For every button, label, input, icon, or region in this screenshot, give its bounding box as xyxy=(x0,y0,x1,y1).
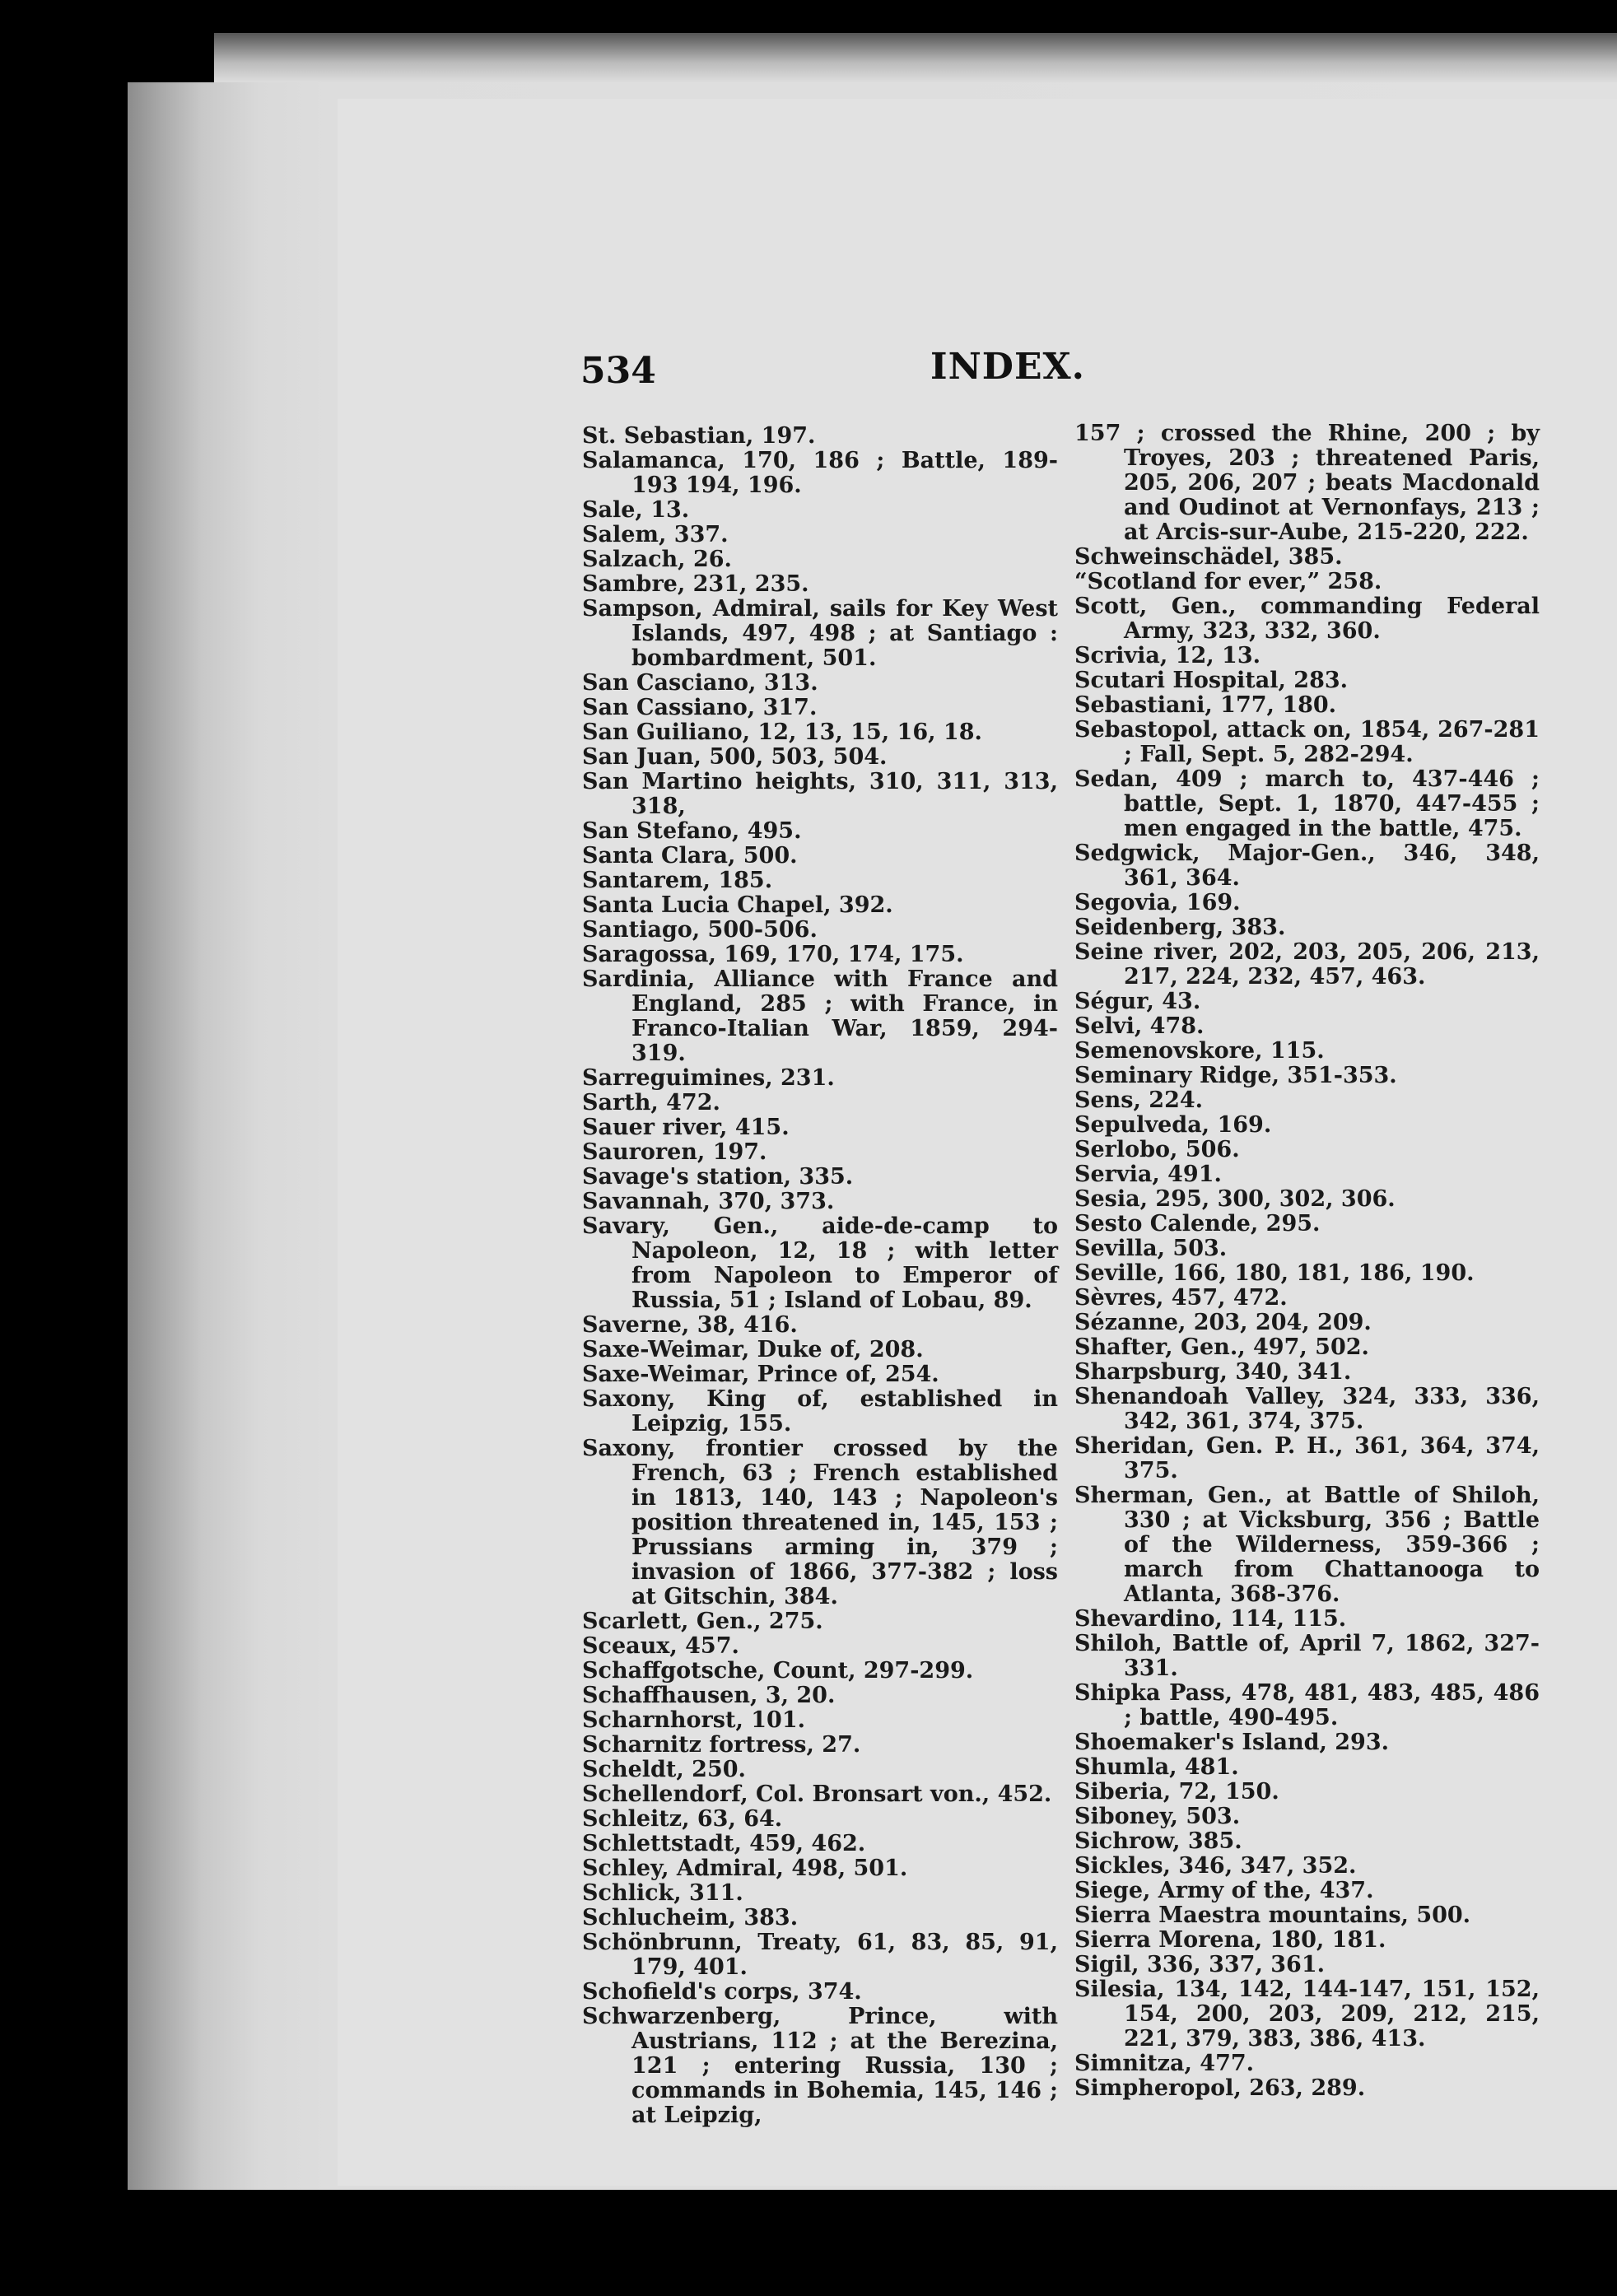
index-entry: Sambre, 231, 235. xyxy=(582,571,809,597)
page-number: 534 xyxy=(580,350,656,392)
index-entry: Scharnitz fortress, 27. xyxy=(582,1732,861,1758)
index-entry: Siboney, 503. xyxy=(1074,1804,1241,1829)
index-entry: Shiloh, Battle of, April 7, 1862, 327-331. xyxy=(1074,1631,1540,1681)
index-entry: Shipka Pass, 478, 481, 483, 485, 486 ; battle, 490-495. xyxy=(1074,1680,1540,1730)
index-entry: Simpheropol, 263, 289. xyxy=(1074,2075,1366,2101)
index-entry: Sauer river, 415. xyxy=(582,1115,790,1140)
index-entry: Sesto Calende, 295. xyxy=(1074,1211,1321,1236)
index-entry: Shenandoah Valley, 324, 333, 336, 342, 361, 374, 375. xyxy=(1074,1384,1540,1434)
index-entry: Serlobo, 506. xyxy=(1074,1137,1240,1162)
index-entry: Sierra Maestra mountains, 500. xyxy=(1074,1902,1471,1928)
index-entry: Segovia, 169. xyxy=(1074,890,1241,915)
index-entry: San Stefano, 495. xyxy=(582,818,802,844)
index-column-right xyxy=(1074,421,1540,2101)
index-entry: Schönbrunn, Treaty, 61, 83, 85, 91, 179, 401. xyxy=(582,1930,1058,1980)
index-entry: Schley, Admiral, 498, 501. xyxy=(582,1856,908,1881)
index-entry: Savage's station, 335. xyxy=(582,1164,854,1190)
index-entry: Schellendorf, Col. Bronsart von., 452. xyxy=(582,1781,1052,1807)
index-entry: Saragossa, 169, 170, 174, 175. xyxy=(582,942,964,967)
index-entry: Saxony, King of, established in Leipzig, 155. xyxy=(582,1386,1058,1437)
index-entry: Schofield's corps, 374. xyxy=(582,1979,862,2005)
index-entry: Sale, 13. xyxy=(582,497,690,523)
index-entry: Sceaux, 457. xyxy=(582,1633,739,1659)
index-entry: Salamanca, 170, 186 ; Battle, 189-193 194, 196. xyxy=(582,448,1058,498)
index-entry: Saverne, 38, 416. xyxy=(582,1312,798,1338)
index-entry: Sepulveda, 169. xyxy=(1074,1112,1272,1138)
index-entry: Schleitz, 63, 64. xyxy=(582,1806,783,1832)
index-entry: Sarth, 472. xyxy=(582,1090,720,1115)
index-entry: Sharpsburg, 340, 341. xyxy=(1074,1359,1352,1385)
index-entry: Santa Lucia Chapel, 392. xyxy=(582,892,893,918)
index-entry: Sézanne, 203, 204, 209. xyxy=(1074,1310,1372,1335)
index-entry: Sauroren, 197. xyxy=(582,1139,767,1165)
index-entry: Sevilla, 503. xyxy=(1074,1236,1228,1261)
index-entry: Scharnhorst, 101. xyxy=(582,1707,806,1733)
index-entry: Santiago, 500-506. xyxy=(582,917,818,943)
index-entry: St. Sebastian, 197. xyxy=(582,423,816,449)
index-entry: Saxony, frontier crossed by the French, 63 ; French established in 1813, 140, 143 ; Napoleon's position threatened in, 145, 153 ; Prussians arming in, 379 ; invasion of 1866, 377-382 ; loss at Gitschin, 384. xyxy=(582,1436,1058,1609)
index-entry: Sèvres, 457, 472. xyxy=(1074,1285,1288,1311)
index-entry: Sheridan, Gen. P. H., 361, 364, 374, 375. xyxy=(1074,1433,1540,1483)
index-entry: Salzach, 26. xyxy=(582,547,732,572)
index-entry: Scarlett, Gen., 275. xyxy=(582,1609,823,1634)
index-entry: Shafter, Gen., 497, 502. xyxy=(1074,1334,1369,1360)
index-entry: San Martino heights, 310, 311, 313, 318, xyxy=(582,769,1058,819)
index-entry: Seine river, 202, 203, 205, 206, 213, 217, 224, 232, 457, 463. xyxy=(1074,939,1540,990)
index-entry: Seidenberg, 383. xyxy=(1074,915,1286,940)
index-entry: Sesia, 295, 300, 302, 306. xyxy=(1074,1186,1396,1212)
index-entry: 157 ; crossed the Rhine, 200 ; by Troyes, 203 ; threatened Paris, 205, 206, 207 ; beats Macdonald and Oudinot at Vernonfays, 213 ; at Arcis-sur-Aube, 215-220, 222. xyxy=(1074,421,1540,545)
index-entry: Schaffhausen, 3, 20. xyxy=(582,1683,836,1708)
index-entry: San Cassiano, 317. xyxy=(582,695,818,720)
index-entry: Sedan, 409 ; march to, 437-446 ; battle, Sept. 1, 1870, 447-455 ; men engaged in the battle, 475. xyxy=(1074,766,1540,841)
index-entry: Schaffgotsche, Count, 297-299. xyxy=(582,1658,974,1684)
index-entry: Savannah, 370, 373. xyxy=(582,1189,835,1214)
index-entry: Sebastopol, attack on, 1854, 267-281 ; Fall, Sept. 5, 282-294. xyxy=(1074,717,1540,767)
index-entry: Scott, Gen., commanding Federal Army, 323, 332, 360. xyxy=(1074,594,1540,644)
index-entry: Sherman, Gen., at Battle of Shiloh, 330 ; at Vicksburg, 356 ; Battle of the Wilderness, 359-366 ; march from Chattanooga to Atlanta, 368-376. xyxy=(1074,1483,1540,1607)
index-entry: Sichrow, 385. xyxy=(1074,1828,1242,1854)
index-entry: Sarreguimines, 231. xyxy=(582,1065,835,1091)
index-entry: Santarem, 185. xyxy=(582,868,773,893)
index-entry: Shevardino, 114, 115. xyxy=(1074,1606,1347,1632)
index-entry: Santa Clara, 500. xyxy=(582,843,798,869)
index-entry: Sierra Morena, 180, 181. xyxy=(1074,1927,1386,1953)
index-entry: San Casciano, 313. xyxy=(582,670,818,696)
index-entry: Siege, Army of the, 437. xyxy=(1074,1878,1374,1903)
page-top-shadow xyxy=(214,33,1617,82)
index-entry: Shumla, 481. xyxy=(1074,1754,1239,1780)
index-entry: Scheldt, 250. xyxy=(582,1757,746,1782)
index-entry: Savary, Gen., aide-de-camp to Napoleon, 12, 18 ; with letter from Napoleon to Emperor of Russia, 51 ; Island of Lobau, 89. xyxy=(582,1213,1058,1313)
index-entry: Silesia, 134, 142, 144-147, 151, 152, 154, 200, 203, 209, 212, 215, 221, 379, 383, 386, 413. xyxy=(1074,1977,1540,2051)
index-entry: Sardinia, Alliance with France and England, 285 ; with France, in Franco-Italian War, 1859, 294-319. xyxy=(582,966,1058,1066)
index-entry: Schweinschädel, 385. xyxy=(1074,544,1343,570)
index-entry: Selvi, 478. xyxy=(1074,1013,1205,1039)
index-entry: Salem, 337. xyxy=(582,522,729,547)
index-entry: Sickles, 346, 347, 352. xyxy=(1074,1853,1357,1879)
index-entry: Siberia, 72, 150. xyxy=(1074,1779,1279,1805)
index-entry: Sebastiani, 177, 180. xyxy=(1074,692,1337,718)
index-entry: Seminary Ridge, 351-353. xyxy=(1074,1063,1397,1088)
index-entry: “Scotland for ever,” 258. xyxy=(1074,569,1382,594)
index-entry: Sampson, Admiral, sails for Key West Islands, 497, 498 ; at Santiago : bombardment, 501. xyxy=(582,596,1058,671)
index-entry: Semenovskore, 115. xyxy=(1074,1038,1325,1064)
index-entry: Schlick, 311. xyxy=(582,1880,743,1906)
index-column-left xyxy=(582,424,1058,2128)
index-entry: Schlucheim, 383. xyxy=(582,1905,799,1930)
index-entry: Ségur, 43. xyxy=(1074,989,1201,1014)
index-entry: Servia, 491. xyxy=(1074,1162,1222,1187)
index-entry: Sedgwick, Major-Gen., 346, 348, 361, 364. xyxy=(1074,841,1540,891)
index-entry: San Guiliano, 12, 13, 15, 16, 18. xyxy=(582,720,982,745)
index-entry: Simnitza, 477. xyxy=(1074,2051,1255,2076)
page-title: INDEX. xyxy=(930,346,1085,388)
index-entry: San Juan, 500, 503, 504. xyxy=(582,744,888,770)
index-entry: Shoemaker's Island, 293. xyxy=(1074,1730,1390,1755)
index-entry: Scutari Hospital, 283. xyxy=(1074,668,1349,693)
index-entry: Seville, 166, 180, 181, 186, 190. xyxy=(1074,1260,1475,1286)
index-entry: Saxe-Weimar, Duke of, 208. xyxy=(582,1337,924,1362)
index-entry: Saxe-Weimar, Prince of, 254. xyxy=(582,1362,939,1387)
index-entry: Sens, 224. xyxy=(1074,1087,1204,1113)
index-entry: Schlettstadt, 459, 462. xyxy=(582,1831,866,1856)
index-entry: Sigil, 336, 337, 361. xyxy=(1074,1952,1326,1977)
index-entry: Scrivia, 12, 13. xyxy=(1074,643,1261,668)
index-entry: Schwarzenberg, Prince, with Austrians, 112 ; at the Berezina, 121 ; entering Russia, 130 ; commands in Bohemia, 145, 146 ; at Leipzig, xyxy=(582,2004,1058,2128)
